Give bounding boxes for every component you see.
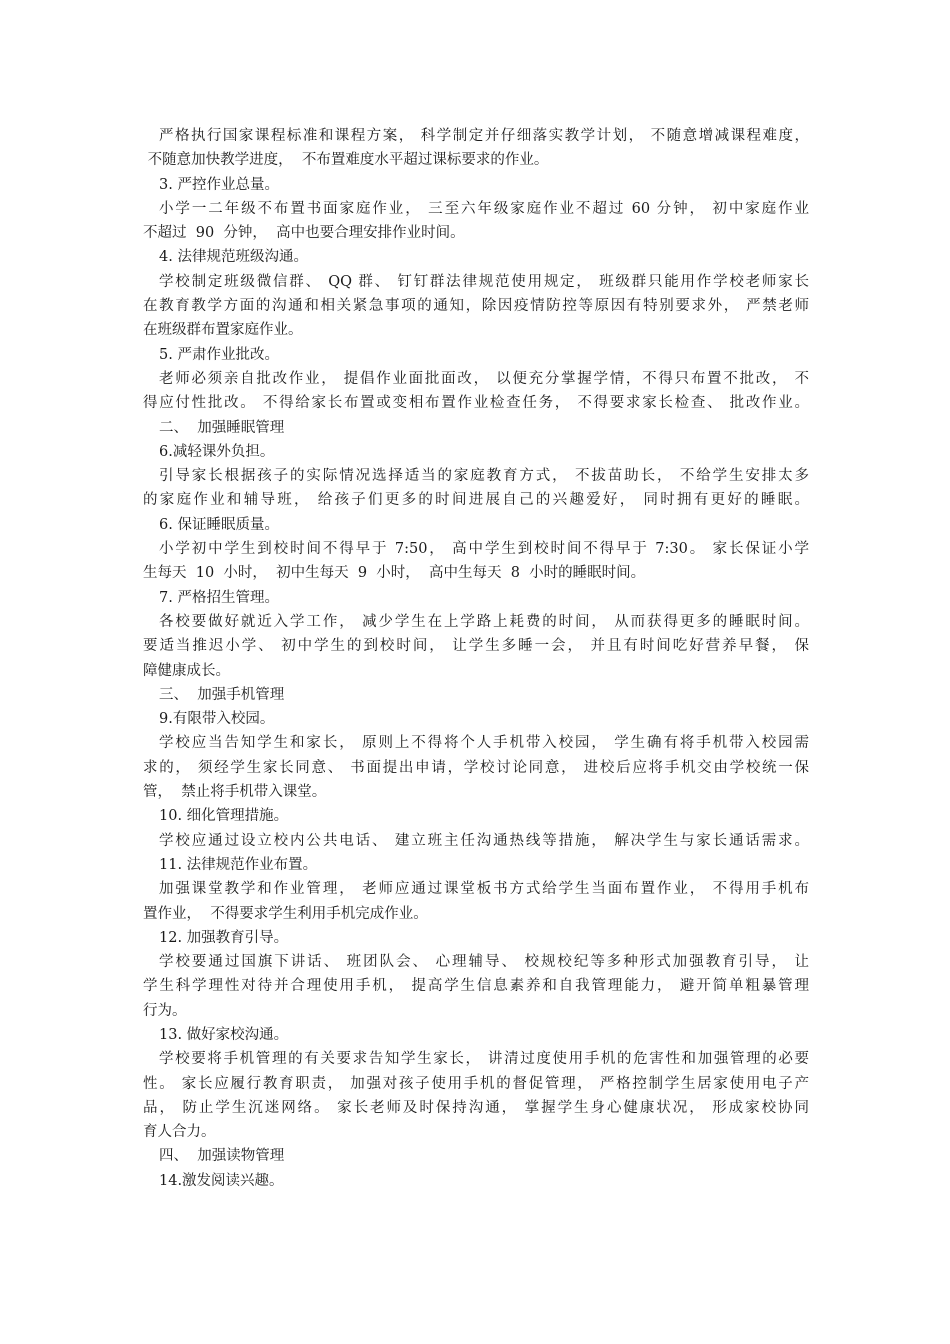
text-line: 管， 禁止将手机带入课堂。 (143, 784, 327, 801)
text-line: 4. 法律规范班级沟通。 (159, 249, 308, 266)
text-line: 障健康成长。 (143, 662, 230, 679)
text-line: 四、 加强读物管理 (159, 1148, 285, 1165)
text-line: 学校要将手机管理的有关要求告知学生家长， 讲清过度使用手机的危害性和加强管理的必要 (159, 1051, 809, 1068)
text-line: 12. 加强教育引导。 (159, 929, 289, 946)
text-line: 14.激发阅读兴趣。 (159, 1172, 284, 1189)
text-line: 引导家长根据孩子的实际情况选择适当的家庭教育方式， 不拔苗助长， 不给学生安排太多 (159, 468, 809, 485)
text-line: 学生科学理性对待并合理使用手机， 提高学生信息素养和自我管理能力， 避开简单粗暴管理 (143, 978, 809, 995)
text-line: 加强课堂教学和作业管理， 老师应通过课堂板书方式给学生当面布置作业， 不得用手机布 (159, 881, 809, 898)
text-line: 育人合力。 (143, 1124, 216, 1141)
text-line: 不随意加快教学进度， 不布置难度水平超过课标要求的作业。 (143, 152, 549, 169)
text-line: 13. 做好家校沟通。 (159, 1026, 289, 1043)
text-line: 要适当推迟小学、 初中学生的到校时间， 让学生多睡一会， 并且有时间吃好营养早餐， 保 (143, 638, 809, 655)
text-line: 小学初中学生到校时间不得早于 7:50， 高中学生到校时间不得早于 7:30。 家长保证小学 (159, 541, 809, 558)
text-line: 6.减轻课外负担。 (159, 443, 275, 460)
text-line: 严格执行国家课程标准和课程方案， 科学制定并仔细落实教学计划， 不随意增减课程难度， (159, 128, 809, 144)
text-line: 学校制定班级微信群、 QQ 群、 钉钉群法律规范使用规定， 班级群只能用作学校老师家长 (159, 273, 809, 290)
document-body (143, 124, 809, 1193)
text-line: 置作业， 不得要求学生利用手机完成作业。 (143, 905, 428, 922)
text-line: 学校要通过国旗下讲话、 班团队会、 心理辅导、 校规校纪等多种形式加强教育引导， 让 (159, 954, 809, 971)
text-line: 学校应通过设立校内公共电话、 建立班主任沟通热线等措施， 解决学生与家长通话需求。 (159, 832, 809, 849)
text-line: 三、 加强手机管理 (159, 686, 285, 703)
text-line: 在教育教学方面的沟通和相关紧急事项的通知，除因疫情防控等原因有特别要求外， 严禁老师 (143, 298, 809, 315)
text-line: 10. 细化管理措施。 (159, 808, 289, 825)
text-line: 6. 保证睡眠质量。 (159, 516, 279, 533)
text-line: 老师必须亲自批改作业， 提倡作业面批面改， 以便充分掌握学情，不得只布置不批改， 不 (159, 370, 809, 387)
text-line: 在班级群布置家庭作业。 (143, 322, 303, 339)
text-line: 品， 防止学生沉迷网络。 家长老师及时保持沟通， 掌握学生身心健康状况， 形成家校协同 (143, 1099, 809, 1116)
text-line: 生每天 10 小时， 初中生每天 9 小时， 高中生每天 8 小时的睡眠时间。 (143, 565, 646, 582)
text-line: 各校要做好就近入学工作， 减少学生在上学路上耗费的时间， 从而获得更多的睡眠时间。 (159, 613, 809, 630)
text-line: 5. 严肃作业批改。 (159, 346, 279, 363)
text-line: 7. 严格招生管理。 (159, 589, 279, 606)
text-line: 行为。 (143, 1002, 187, 1019)
text-line: 小学一二年级不布置书面家庭作业， 三至六年级家庭作业不超过 60 分钟， 初中家庭作业 (159, 200, 809, 217)
text-line: 得应付性批改。 不得给家长布置或变相布置作业检查任务， 不得要求家长检查、 批改作业。 (143, 395, 809, 412)
text-line: 11. 法律规范作业布置。 (159, 856, 318, 873)
text-line: 二、 加强睡眠管理 (159, 419, 285, 436)
text-line: 学校应当告知学生和家长， 原则上不得将个人手机带入校园， 学生确有将手机带入校园需 (159, 735, 809, 752)
text-line: 性。 家长应履行教育职责， 加强对孩子使用手机的督促管理， 严格控制学生居家使用电子产 (143, 1075, 809, 1092)
text-line: 3. 严控作业总量。 (159, 176, 279, 193)
text-line: 的家庭作业和辅导班， 给孩子们更多的时间进展自己的兴趣爱好， 同时拥有更好的睡眠。 (143, 492, 809, 509)
text-line: 不超过 90 分钟， 高中也要合理安排作业时间。 (143, 225, 465, 242)
text-line: 9.有限带入校园。 (159, 711, 275, 728)
text-line: 求的， 须经学生家长同意、 书面提出申请，学校讨论同意， 进校后应将手机交由学校统一保 (143, 759, 809, 776)
